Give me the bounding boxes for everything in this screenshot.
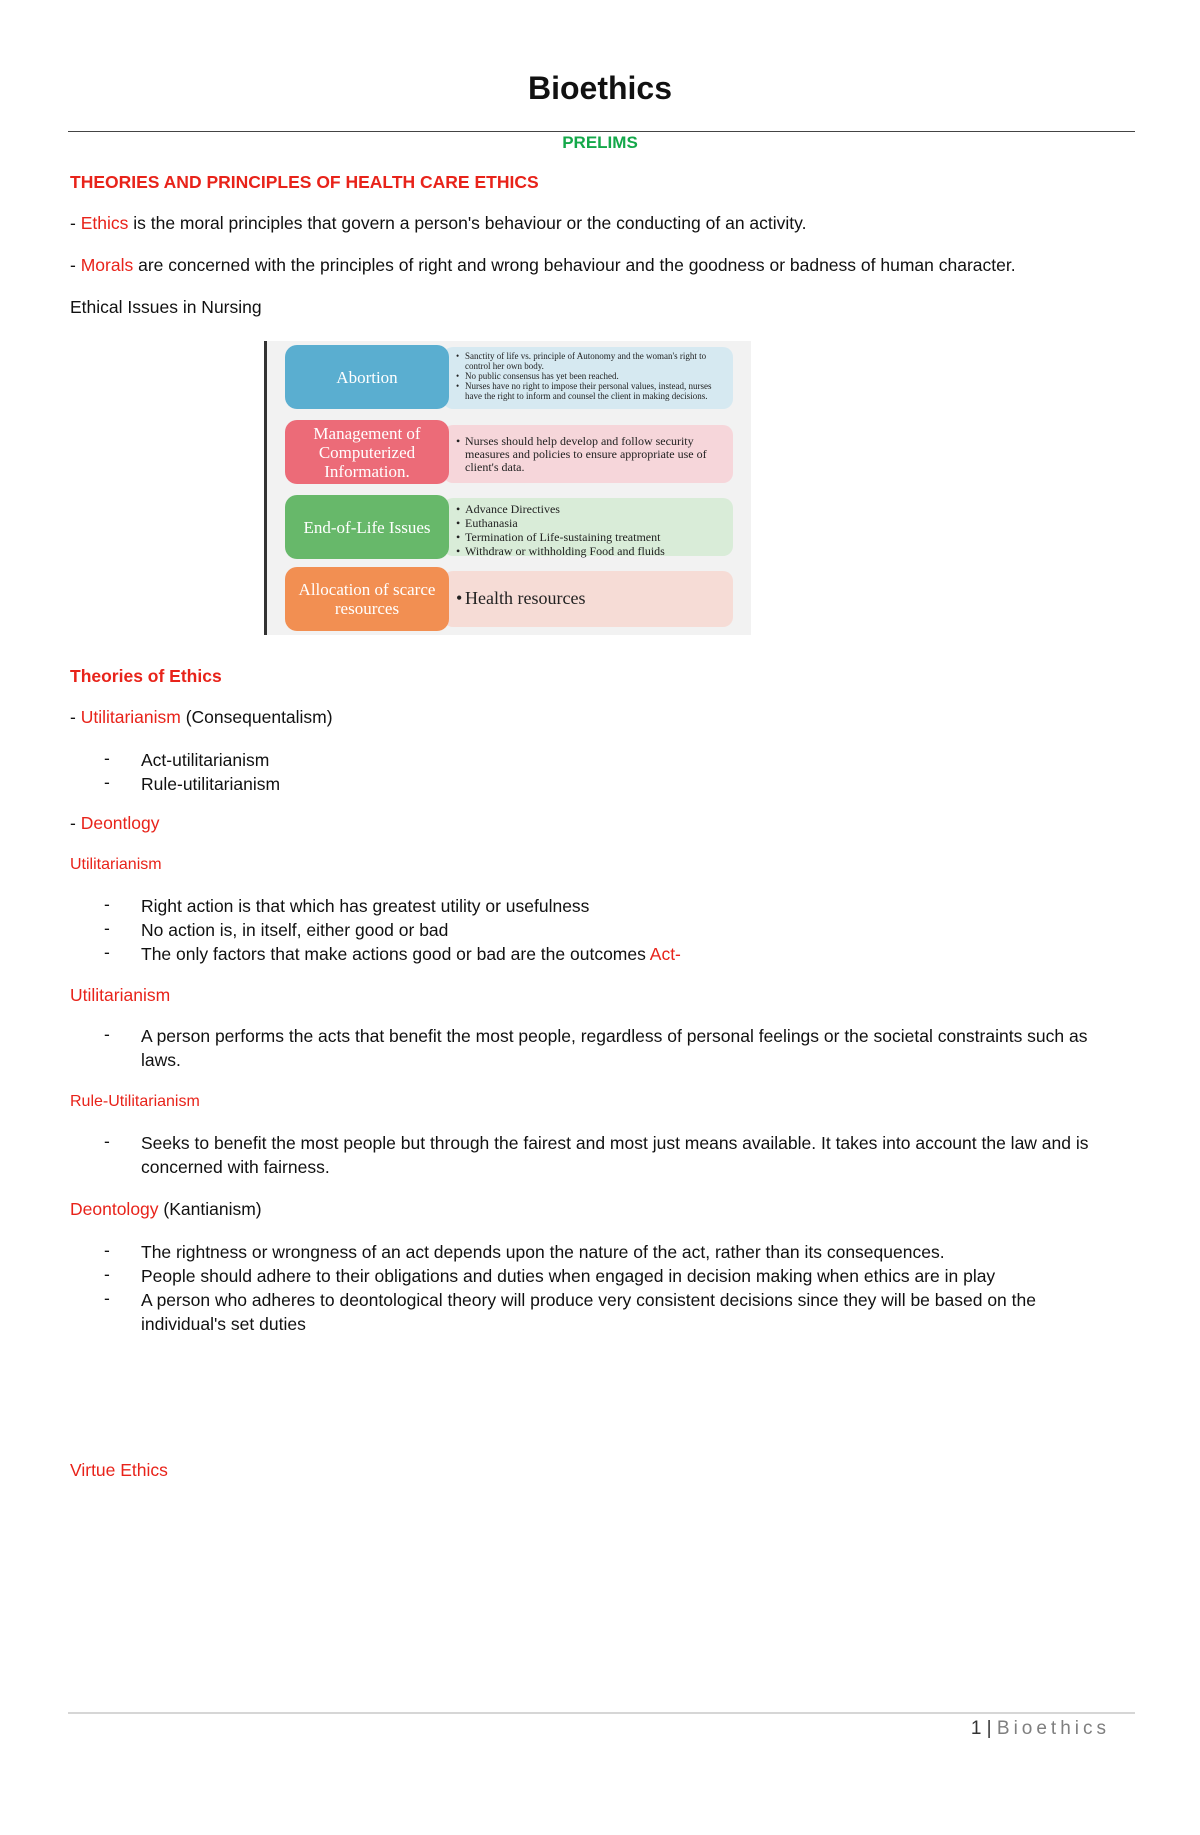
theories-heading: Theories of Ethics — [70, 666, 222, 686]
abortion-point: • No public consensus has yet been reached. — [465, 371, 723, 381]
ethical-issues-diagram — [264, 341, 751, 635]
virtue-ethics-heading: Virtue Ethics — [70, 1460, 168, 1480]
end-of-life-box: End-of-Life Issues — [285, 495, 449, 559]
title-divider — [68, 131, 1135, 132]
prelims-label: PRELIMS — [562, 133, 638, 152]
section-heading: THEORIES AND PRINCIPLES OF HEALTH CARE ETHICS — [70, 172, 539, 192]
end-of-life-details — [443, 498, 733, 556]
rule-utilitarianism-heading: Rule-Utilitarianism — [70, 1093, 200, 1110]
ethical-issues-label: Ethical Issues in Nursing — [70, 297, 262, 317]
deontology-heading: Deontology (Kantianism) — [70, 1199, 262, 1219]
definition-morals: - Morals are concerned with the principles of right and wrong behaviour and the goodness or badness of human character. — [70, 255, 1016, 275]
utilitarianism-line: - Utilitarianism (Consequentalism) — [70, 707, 333, 727]
term-ethics: Ethics — [80, 213, 129, 233]
computerized-info-point: • Nurses should help develop and follow security measures and policies to ensure appropriate use of client's data. — [465, 435, 723, 474]
deontology-line: - Deontlogy — [70, 813, 160, 833]
abortion-details — [443, 347, 733, 409]
allocation-point: • Health resources — [465, 587, 723, 609]
definition-ethics: - Ethics is the moral principles that govern a person's behaviour or the conducting of an activity. — [70, 213, 807, 233]
footer-label: Bioethics — [996, 1718, 1110, 1739]
end-of-life-point: • Termination of Life-sustaining treatment — [465, 530, 723, 544]
allocation-box: Allocation of scarce resources — [285, 567, 449, 631]
abortion-box: Abortion — [285, 345, 449, 409]
footer-divider — [68, 1712, 1135, 1714]
end-of-life-point: • Advance Directives — [465, 502, 723, 516]
abortion-point: • Sanctity of life vs. principle of Autonomy and the woman's right to control her own body. — [465, 351, 723, 371]
end-of-life-point: • Euthanasia — [465, 516, 723, 530]
abortion-point: • Nurses have no right to impose their personal values, instead, nurses have the right to inform and counsel the client in making decisions. — [465, 381, 723, 401]
act-utilitarianism-heading: Utilitarianism — [70, 985, 171, 1005]
computerized-info-box: Management of Computerized Information. — [285, 420, 449, 484]
allocation-details — [443, 571, 733, 627]
term-morals: Morals — [80, 255, 134, 275]
page-footer: 1 | Bioethics — [970, 1718, 1110, 1739]
page-title: Bioethics — [527, 70, 673, 106]
utilitarianism-heading: Utilitarianism — [70, 856, 162, 873]
document-page: Bioethics PRELIMS THEORIES AND PRINCIPLES OF HEALTH CARE ETHICS - Ethics is the moral principles that govern a person's behaviour or the conducting of an activity. - Morals are concerned with the principles of right and wrong behaviour and the goodness or badness of human character. Ethical Issues in Nursing • Sanctity of life vs. principle of Autonomy and the woman's right to control her own body. • No public consensus has yet been reached. • Nurses have no right to impose their personal values, instead, nurses have the right to inform and counsel the client in making decisions. Abortion • Nurses should help develop and follow security measures and policies to ensure appropriate use of client's data. Management of Computerized Information. • Advance Directives • Euthanasia • Termination of Life-sustaining treatment • Withdraw or withholding Food and fluids End-of-Life Issues • Health resources Allocation of scarce resources Theories of Ethics - Utilitarianism (Consequentalism) - Act-utilitarianism - Rule-utilitarianism - Deontlogy Utilitarianism - Right action is that which has greatest utility or usefulness - No action is, in itself, either good or bad - The only factors that make actions good or bad are the outcomes Act- Utilitarianism - A person performs the acts that benefit the most people, regardless of personal feelings or the societal constraints such as laws. Rule-Utilitarianism - Seeks to benefit the most people but through the fairest and most just means available. It takes into account the law and is concerned with fairness. Deontology (Kantianism) - The rightness or wrongness of an act depends upon the nature of the act, rather than its consequences. - People should adhere to their obligations and duties when engaged in decision making when ethics are in play - A person who adheres to deontological theory will produce very consistent decisions since they will be based on the individual's set duties Virtue Ethics 1 | Bioethics — [0, 0, 1200, 1835]
computerized-info-details — [443, 425, 733, 483]
page-number: 1 — [970, 1718, 982, 1739]
end-of-life-point: • Withdraw or withholding Food and fluids — [465, 544, 723, 558]
